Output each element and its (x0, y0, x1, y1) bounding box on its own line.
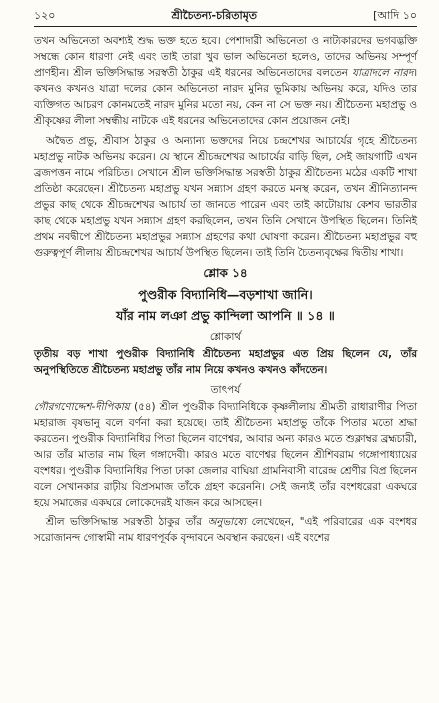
purport-p2-start: শ্রীল ভক্তিসিদ্ধান্ত সরস্বতী ঠাকুর তাঁর (46, 516, 208, 529)
jatra-narada-phrase: যাত্রাদলে নারদ (352, 67, 414, 80)
purport-label: তাৎপর্য (210, 383, 241, 396)
page-title: শ্রীচৈতন্য-চরিতামৃত (171, 9, 258, 22)
verse-line-1: পুণ্ডরীক বিদ্যানিধি—বড়শাখা জানি। (138, 287, 313, 303)
purport-source: গৌরগণোদ্দেশ-দীপিকায় (34, 400, 130, 413)
translation-text: তৃতীয় বড় শাখা পুণ্ডরীক বিদ্যানিধি শ্রীচৈতন্য মহাপ্রভুর এত প্রিয় ছিলেন যে, তাঁর অনুপস্থিতিতে শ্রীচৈতন্য মহাপ্রভু তাঁর নাম নিয়ে কখনও কখনও কাঁদতেন। (34, 348, 417, 377)
section-marker: [আদি ১০ (373, 9, 417, 22)
verse-line-2: যাঁর নাম লঞা প্রভু কান্দিলা আপনি ॥ ১৪ ॥ (116, 308, 335, 324)
header-rule (34, 26, 417, 27)
purport-p1-text: (৫৪) শ্রীল পুণ্ডরীক বিদ্যানিধিকে কৃষ্ণলীলায় শ্রীমতী রাধারাণীর পিতা মহারাজ বৃষভানু বলে বর্ণনা করা হয়েছে। তাই শ্রীচৈতন্য মহাপ্রভু তাঁকে পিতার মতো শ্রদ্ধা করতেন। পুণ্ডরীক বিদ্যানিধির পিতা ছিলেন বাণেশ্বর, আবার অন্য কারও মতে শুক্লাম্বর ব্রহ্মচারী, আর তাঁর মাতার নাম ছিল গঙ্গাদেবী। কারও মতে বাণেশ্বর ছিলেন শ্রীশিবরাম গঙ্গোপাধ্যায়ের বংশধর। পুণ্ডরীক বিদ্যানিধির পিতা ঢাকা জেলার বাঘিয়া গ্রামনিবাসী বারেন্দ্র শ্রেণীর বিপ্র ছিলেন বলে সেখানকার রাঢ়ীয় বিপ্রসমাজ তাঁকে গ্রহণ করেননি। সেই জন্যই তাঁর বংশধরেরা একঘরে হয়ে সমাজের একঘরে লোকেদেরই যাজন করে আসছেন। (34, 400, 417, 510)
anubhashya-ref: অনুভাষ্যে (207, 516, 247, 529)
page-header (34, 8, 417, 24)
purport-paragraph-2 (34, 514, 417, 546)
purport-p2-text: লেখেছেন, "এই পরিবারের এক বংশধর সরোজানন্দ গোস্বামী নাম ধারণপূর্বক বৃন্দাবনে অবস্থান করছেন। এই বংশের (34, 516, 417, 545)
page-number: ১২০ (34, 9, 56, 22)
paragraph-1: তখন অভিনেতা অবশ্যই শুদ্ধ ভক্ত হতে হবে। পেশাদারী অভিনেতা ও নাট্যকারদের ভগবদ্ভক্তি সম্বন্ধে কোন ধারণা নেই এবং তাই তারা খুব ভাল অভিনেতা হলেও, তাদের অভিনয় সম্পূর্ণ প্রাণহীন। শ্রীল ভক্তিসিদ্ধান্ত সরস্বতী ঠাকুর এই ধরনের অভিনেতাদের বলতেন যাত্রাদলে নারদ। কখনও কখনও যাত্রা দলের কোন অভিনেতা নারদ মুনির ভূমিকায় অভিনয় করে, যদিও তার ব্যক্তিগত আচরণ কোনমতেই নারদ মুনির মতো নয়, কেন না সে ভক্ত নয়। শ্রীচৈতন্য মহাপ্রভু ও শ্রীকৃষ্ণের লীলা সম্বন্ধীয় নাটকে এই ধরনের অভিনেতাদের কোন প্রয়োজন নেই। (34, 35, 417, 128)
purport-paragraph-1 (34, 399, 417, 512)
paragraph-2: অদ্বৈত প্রভু, শ্রীবাস ঠাকুর ও অন্যান্য ভক্তদের নিয়ে চন্দ্রশেখর আচার্যের গৃহে শ্রীচৈতন্য মহাপ্রভু নাটক অভিনয় করেন। যে স্থানে শ্রীচন্দ্রশেখর আচার্যের বাড়ি ছিল, সেই জায়গাটি এখন ব্রজপত্তন নামে পরিচিত। সেখানে শ্রীল ভক্তিসিদ্ধান্ত সরস্বতী ঠাকুর শ্রীচৈতন্য মঠের একটি শাখা প্রতিষ্ঠা করেছেন। শ্রীচৈতন্য মহাপ্রভু যখন সন্ন্যাস গ্রহণ করতে মনস্থ করেন, তখন শ্রীনিত্যানন্দ প্রভুর কাছ থেকে শ্রীচন্দ্রশেখর আচার্য তা জানতে পারেন এবং তাই কাটোয়ায় কেশব ভারতীর কাছ থেকে মহাপ্রভু যখন সন্ন্যাস গ্রহণ করছিলেন, তখন তিনি সেখানে উপস্থিত ছিলেন। তিনিই প্রথম নবদ্বীপে শ্রীচৈতন্য মহাপ্রভুর সন্ন্যাস গ্রহণের কথা ঘোষণা করেন। শ্রীচৈতন্য মহাপ্রভুর বহু গুরুত্বপূর্ণ লীলায় শ্রীচন্দ্রশেখর আচার্য উপস্থিত ছিলেন। তাই তিনি চৈতন্যবৃক্ষের দ্বিতীয় শাখা। (34, 134, 417, 260)
verse-label: শ্লোক ১৪ (203, 266, 248, 281)
translation-label: শ্লোকার্থ (209, 331, 242, 344)
